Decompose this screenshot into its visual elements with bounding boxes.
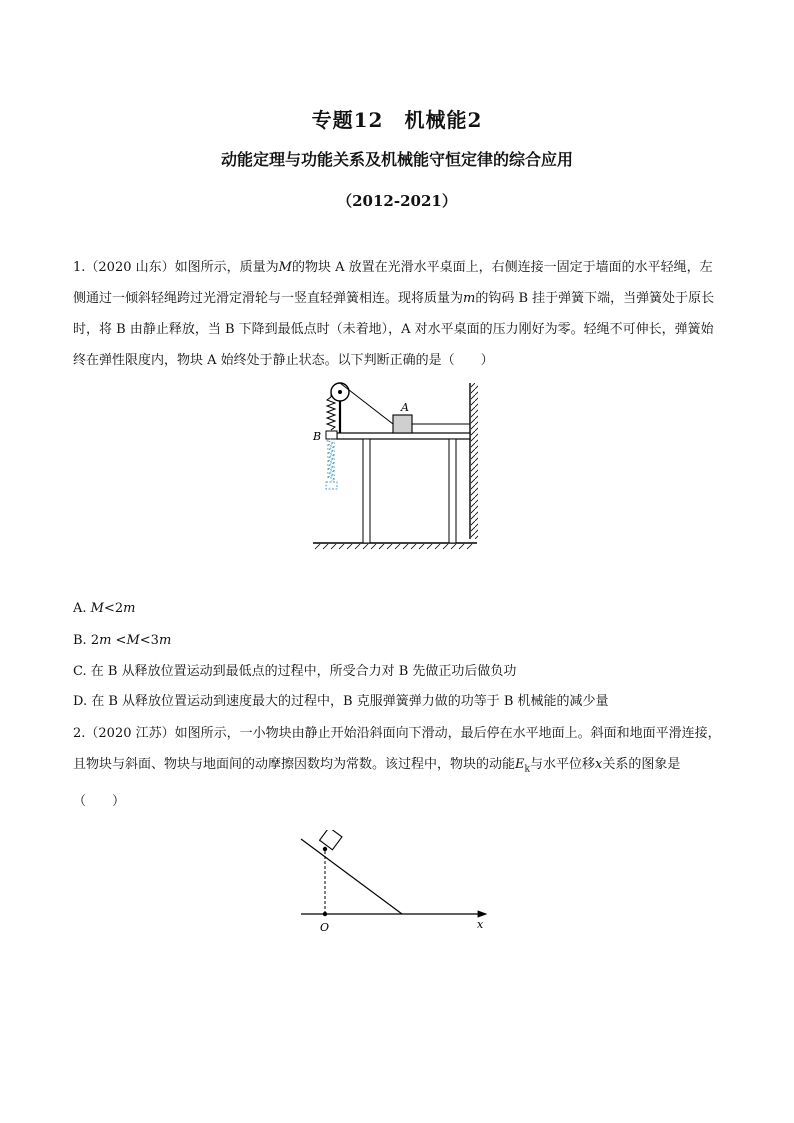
var-x: x bbox=[595, 757, 603, 772]
question-1-text bbox=[73, 252, 723, 376]
option-b-relation: <3 bbox=[139, 633, 159, 648]
year-range: （2012-2021） bbox=[337, 192, 457, 210]
q1-text-part: 如图所示，质量为 bbox=[174, 260, 279, 275]
label-A: A bbox=[401, 401, 409, 414]
table-top bbox=[337, 433, 470, 439]
ground-hatch bbox=[315, 544, 472, 549]
inclined-rope bbox=[340, 383, 393, 424]
q2-text-part: 如图所示，一小物块由静止开始沿斜面向下滑动，最后停在水平地面上。斜面和地面平滑连接，且物块与斜面、物块与地面间的动摩擦因数均为常数。该过程中，物块的动能 bbox=[73, 726, 721, 772]
var-E: E bbox=[515, 757, 525, 772]
table-leg-left bbox=[363, 439, 370, 543]
var-m: m bbox=[158, 633, 172, 648]
origin-label: O bbox=[320, 921, 330, 934]
block-center-dot bbox=[323, 847, 327, 851]
var-M: M bbox=[126, 633, 140, 648]
q1-text-part: 的钩码 B 挂于弹簧下端，当弹簧处于原长时，将 B 由静止释放，当 B 下降到最低点时（未着地），A 对水平桌面的压力刚好为零。轻绳不可伸长，弹簧始终在弹性限度内，物块 A 始终处于静止状态。以下判断正确的是（ ） bbox=[73, 291, 715, 368]
option-b-relation: < bbox=[111, 633, 127, 648]
pulley-axle bbox=[338, 390, 342, 394]
wall-hatch bbox=[471, 383, 478, 539]
option-b-prefix: B. 2 bbox=[73, 633, 100, 648]
page-title: 专题12 机械能2 bbox=[311, 108, 483, 132]
question-2-number: 2. bbox=[73, 726, 86, 741]
page-subtitle: 动能定理与功能关系及机械能守恒定律的综合应用 bbox=[220, 150, 573, 169]
table-leg-right bbox=[449, 439, 456, 543]
spring bbox=[327, 397, 335, 430]
var-m: m bbox=[463, 291, 476, 306]
mass-B bbox=[326, 431, 337, 439]
question-1-source: （2020 山东） bbox=[85, 260, 175, 275]
block-A bbox=[393, 415, 412, 433]
var-M: M bbox=[90, 601, 104, 616]
option-b bbox=[73, 632, 171, 650]
x-axis-label: x bbox=[477, 918, 484, 931]
question-2-text bbox=[73, 718, 723, 817]
question-1-number: 1. bbox=[73, 260, 86, 275]
stretched-spring bbox=[326, 439, 337, 489]
figure-pulley-spring-block bbox=[307, 377, 497, 557]
block bbox=[320, 830, 342, 850]
q2-text-part: 关系的图象是（ ） bbox=[73, 757, 681, 809]
incline-line bbox=[301, 839, 402, 914]
label-B: B bbox=[313, 430, 322, 443]
option-a-prefix: A. bbox=[73, 601, 91, 616]
figure-incline-block bbox=[296, 830, 496, 940]
option-d: D. 在 B 从释放位置运动到速度最大的过程中，B 克服弹簧弹力做的功等于 B 机械能的减少量 bbox=[73, 694, 609, 709]
origin-dot bbox=[323, 912, 327, 916]
q2-text-part: 与水平位移 bbox=[529, 757, 595, 772]
option-a-relation: <2 bbox=[103, 601, 124, 616]
var-M: M bbox=[278, 260, 292, 275]
var-m: m bbox=[99, 633, 112, 648]
var-m: m bbox=[123, 601, 136, 616]
var-E-subscript: k bbox=[524, 764, 530, 775]
option-a bbox=[73, 600, 135, 618]
q1-text-part: 的物块 A 放置在光滑水平桌面上，右侧连接一固定于墙面的水平轻绳，左侧通过一倾斜轻绳跨过光滑定滑轮与一竖直轻弹簧相连。现将质量为 bbox=[73, 260, 713, 306]
question-2-source: （2020 江苏） bbox=[85, 726, 175, 741]
option-c: C. 在 B 从释放位置运动到最低点的过程中，所受合力对 B 先做正功后做负功 bbox=[73, 664, 517, 679]
